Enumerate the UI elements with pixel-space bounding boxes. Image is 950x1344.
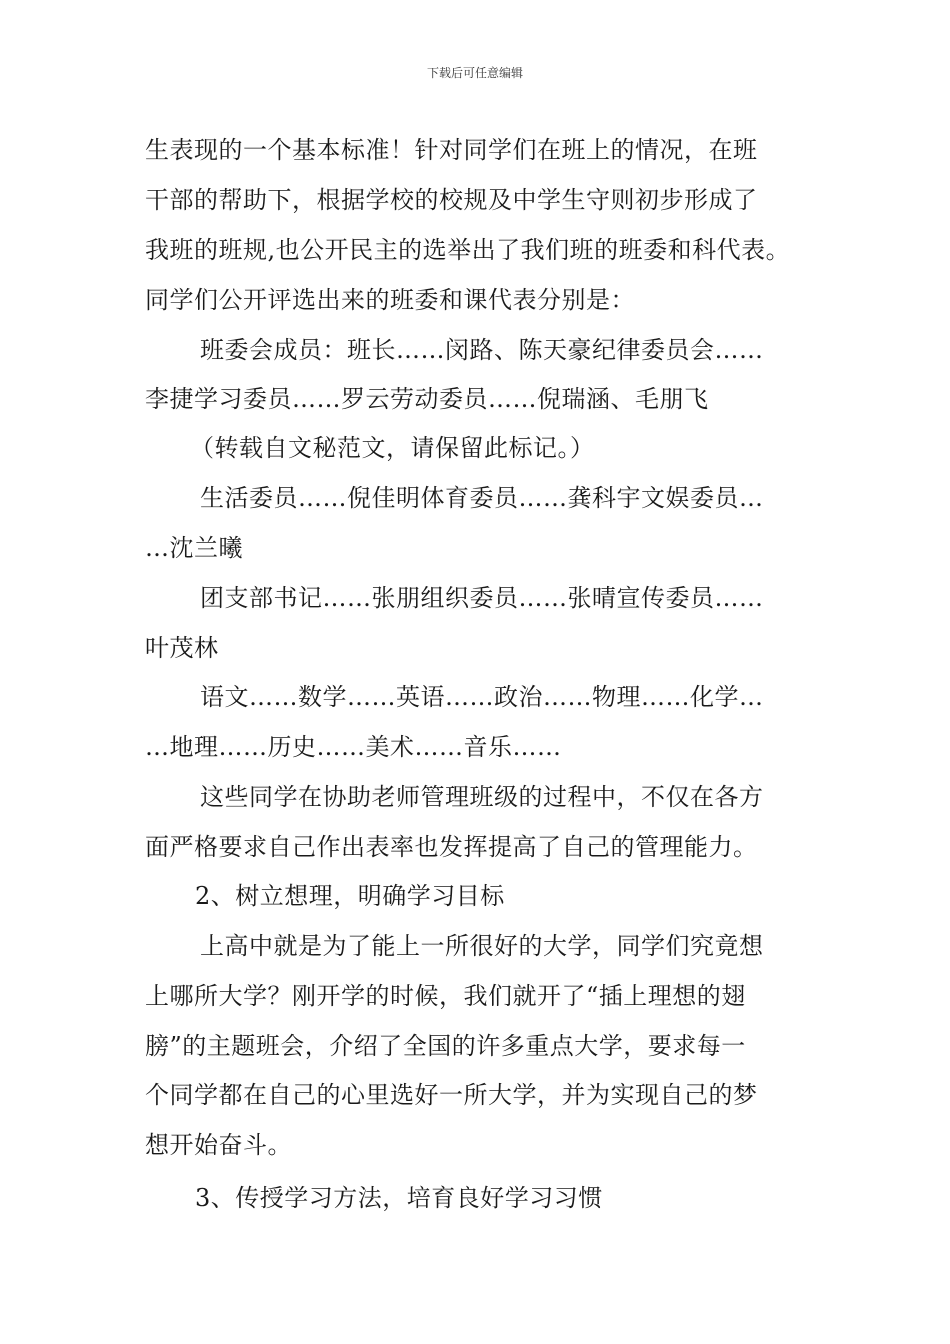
text-line: 想开始奋斗。 (145, 1131, 292, 1159)
text-line: 生活委员……倪佳明体育委员……龚科宇文娱委员… (200, 484, 764, 512)
text-line: 班委会成员：班长……闵路、陈天豪纪律委员会…… (200, 336, 764, 364)
text-line: 同学们公开评选出来的班委和课代表分别是： (145, 286, 635, 314)
text-line: 这些同学在协助老师管理班级的过程中，不仅在各方 (200, 783, 764, 811)
text-line: 我班的班规,也公开民主的选举出了我们班的班委和科代表。 (145, 236, 791, 264)
text-line: 个同学都在自己的心里选好一所大学，并为实现自己的梦 (145, 1081, 758, 1109)
text-line: 面严格要求自己作出表率也发挥提高了自己的管理能力。 (145, 833, 758, 861)
text-line: …地理……历史……美术……音乐…… (145, 733, 562, 761)
text-line: 上哪所大学？刚开学的时候，我们就开了“插上理想的翅 (145, 982, 746, 1010)
text-line: 生表现的一个基本标准！针对同学们在班上的情况，在班 (145, 136, 758, 164)
text-line: 叶茂林 (145, 634, 219, 662)
text-line: 3、传授学习方法，培育良好学习习惯 (195, 1184, 603, 1212)
text-line: （转载自文秘范文，请保留此标记。） (190, 434, 595, 462)
text-line: 团支部书记……张朋组织委员……张晴宣传委员…… (200, 584, 764, 612)
text-line: 膀”的主题班会，介绍了全国的许多重点大学，要求每一 (145, 1032, 746, 1060)
text-line: 语文……数学……英语……政治……物理……化学… (200, 683, 764, 711)
text-line: 上高中就是为了能上一所很好的大学，同学们究竟想 (200, 932, 764, 960)
text-line: …沈兰曦 (145, 534, 243, 562)
page-header: 下载后可任意编辑 (426, 66, 523, 80)
text-line: 2、树立想理，明确学习目标 (195, 882, 505, 910)
text-line: 干部的帮助下，根据学校的校规及中学生守则初步形成了 (145, 186, 758, 214)
text-line: 李捷学习委员……罗云劳动委员……倪瑞涵、毛朋飞 (145, 385, 709, 413)
